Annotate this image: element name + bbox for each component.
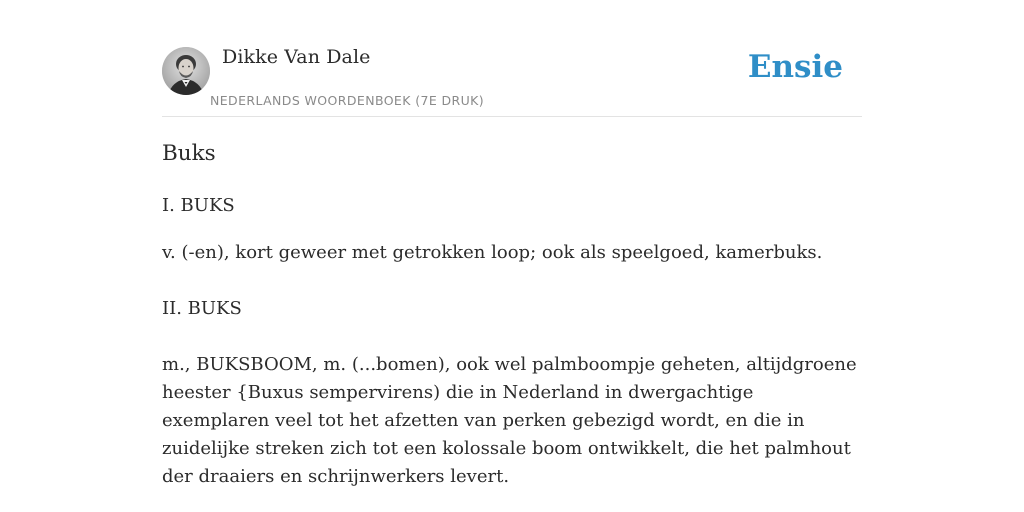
entry-definition-1: v. (-en), kort geweer met getrokken loop; ook als speelgoed, kamerbuks. [162, 242, 823, 263]
author-portrait-icon [162, 47, 210, 95]
ensie-logo-link[interactable]: Ensie [747, 49, 843, 85]
entry-content [162, 138, 862, 491]
entry-heading-1: I. BUKS [162, 195, 235, 216]
entry-heading-2: II. BUKS [162, 298, 242, 319]
entry-definition-2: m., BUKSBOOM, m. (...bomen), ook wel palmboompje geheten, altijdgroene heester {Buxus sempervirens) die in Nederland in dwergachtige exemplaren veel tot het afzetten van perken gebezigd wordt, en die in zuidelijke streken zich tot een kolossale boom ontwikkelt, die het palmhout der draaiers en schrijnwerkers levert. [162, 354, 857, 487]
author-name[interactable]: Dikke Van Dale [222, 46, 371, 68]
article-header [162, 46, 862, 117]
entry-title: Buks [162, 141, 216, 166]
dictionary-source[interactable]: NEDERLANDS WOORDENBOEK (7E DRUK) [210, 93, 485, 108]
avatar[interactable] [162, 47, 210, 95]
